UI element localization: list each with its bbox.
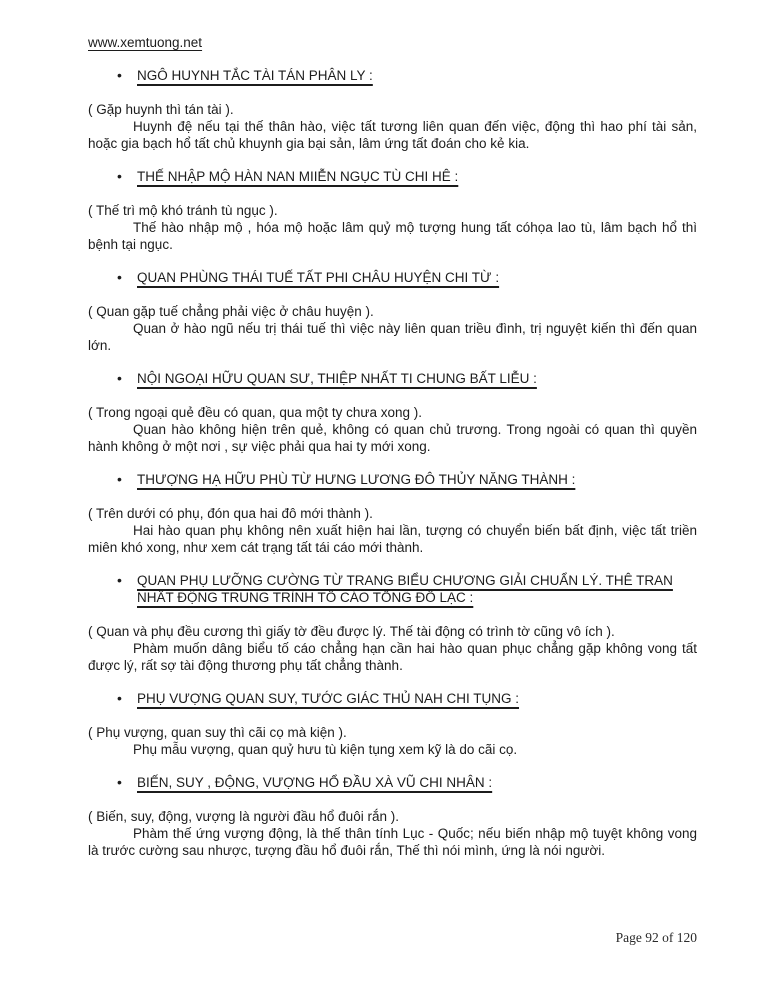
entry-gloss: ( Quan gặp tuế chẳng phải việc ở châu huyện ). [88, 304, 374, 319]
site-url-link[interactable]: www.xemtuong.net [88, 35, 203, 50]
bullet-icon: • [117, 67, 122, 83]
entry-title: THẾ NHẬP MỘ HÀN NAN MIIỄN NGỤC TÙ CHI HÊ : [137, 169, 459, 184]
entry-title: NỘI NGOẠI HỮU QUAN SƯ, THIỆP NHẤT TI CHUNG BẤT LIỄU : [137, 371, 537, 386]
entry-body: Phàm muốn dâng biểu tố cáo chẳng hạn cần hai hào quan phục chẳng gặp không vong tất được lý, rất sợ tài động thương phụ tất chẳng thành. [88, 641, 697, 673]
entry-title: QUAN PHÙNG THÁI TUẾ TẤT PHI CHÂU HUYỆN CHI TỪ : [137, 270, 500, 285]
bullet-icon: • [117, 269, 122, 285]
entry-gloss: ( Quan và phụ đều cương thì giấy tờ đều được lý. Thế tài động có trình tờ cũng vô ích ). [88, 624, 615, 639]
entry-body: Hai hào quan phụ không nên xuất hiện hai lần, tượng có chuyển biến bất định, việc tất triền miên khó xong, như xem cát trạng tất tái cáo mới thành. [88, 523, 697, 555]
bullet-icon: • [117, 690, 122, 706]
entry [88, 690, 697, 758]
entry-heading [88, 168, 697, 185]
entry [88, 269, 697, 354]
entry-heading [88, 67, 697, 84]
entry [88, 67, 697, 152]
bullet-icon: • [117, 572, 122, 588]
entry-title: BIẾN, SUY , ĐỘNG, VƯỢNG HỔ ĐẦU XÀ VŨ CHI NHÂN : [137, 775, 493, 790]
bullet-icon: • [117, 168, 122, 184]
entry-gloss: ( Trên dưới có phụ, đón qua hai đô mới thành ). [88, 506, 373, 521]
entry [88, 168, 697, 253]
page-number-label: Page 92 of 120 [615, 930, 697, 945]
entry-body: Phàm thế ứng vượng động, là thế thân tính Lục - Quốc; nếu biến nhập mộ tuyệt không vong là trước cường sau nhược, tượng đầu hổ đuôi rắn, Thế thì nói mình, ứng là nói người. [88, 826, 697, 858]
bullet-icon: • [117, 370, 122, 386]
entry-gloss: ( Trong ngoại quẻ đều có quan, qua một ty chưa xong ). [88, 405, 422, 420]
bullet-icon: • [117, 471, 122, 487]
entry-body: Phụ mẫu vượng, quan quỷ hưu tù kiện tụng xem kỹ là do cãi cọ. [133, 742, 518, 757]
entry-gloss: ( Phụ vượng, quan suy thì cãi cọ mà kiện ). [88, 725, 347, 740]
entry-gloss: ( Thế trì mộ khó tránh tù ngục ). [88, 203, 278, 218]
entry-heading [88, 774, 697, 791]
entry [88, 370, 697, 455]
entry-gloss: ( Biến, suy, động, vượng là người đầu hổ đuôi rắn ). [88, 809, 399, 824]
entry-heading [88, 471, 697, 488]
entry-title: QUAN PHỤ LƯỠNG CƯỜNG TỪ TRANG BIỂU CHƯƠNG GIẢI CHUẨN LÝ. THÊ TRAN NHẤT ĐỘNG TRUNG TRÌNH TỐ CÁO TỔNG ĐỒ LẠC : [137, 573, 673, 605]
entry-body: Quan ở hào ngũ nếu trị thái tuế thì việc này liên quan triều đình, trị nguyệt kiến thì đến quan lớn. [88, 321, 697, 353]
entry-title: NGÔ HUYNH TẮC TÀI TÁN PHÂN LY : [137, 68, 373, 83]
entry-heading [88, 572, 697, 606]
entry-body: Quan hào không hiện trên quẻ, không có quan chủ trương. Trong ngoài có quan thì quyền hành không ở một nơi , sự việc phải qua hai ty mới xong. [88, 422, 697, 454]
entry [88, 572, 697, 674]
entry-title: THƯỢNG HẠ HỮU PHÙ TỪ HƯNG LƯƠNG ĐÔ THỦY NĂNG THÀNH : [137, 472, 576, 487]
entry-gloss: ( Gặp huynh thì tán tài ). [88, 102, 234, 117]
entry [88, 774, 697, 859]
bullet-icon: • [117, 774, 122, 790]
entry-heading [88, 370, 697, 387]
entry [88, 471, 697, 556]
entry-heading [88, 690, 697, 707]
entry-title: PHỤ VƯỢNG QUAN SUY, TƯỚC GIÁC THỦ NAH CHI TỤNG : [137, 691, 520, 706]
entry-body: Thế hào nhập mộ , hóa mộ hoặc lâm quỷ mộ tượng hung tất cóhọa lao tù, lâm bạch hổ thì bệnh tại ngục. [88, 220, 697, 252]
entry-heading [88, 269, 697, 286]
entry-body: Huynh đệ nếu tại thế thân hào, việc tất tương liên quan đến việc, động thì hao phí tài sản, hoặc gia bạch hổ tất chủ khuynh gia bại sản, lâm ứng tất đoán cho kẻ kia. [88, 119, 697, 151]
